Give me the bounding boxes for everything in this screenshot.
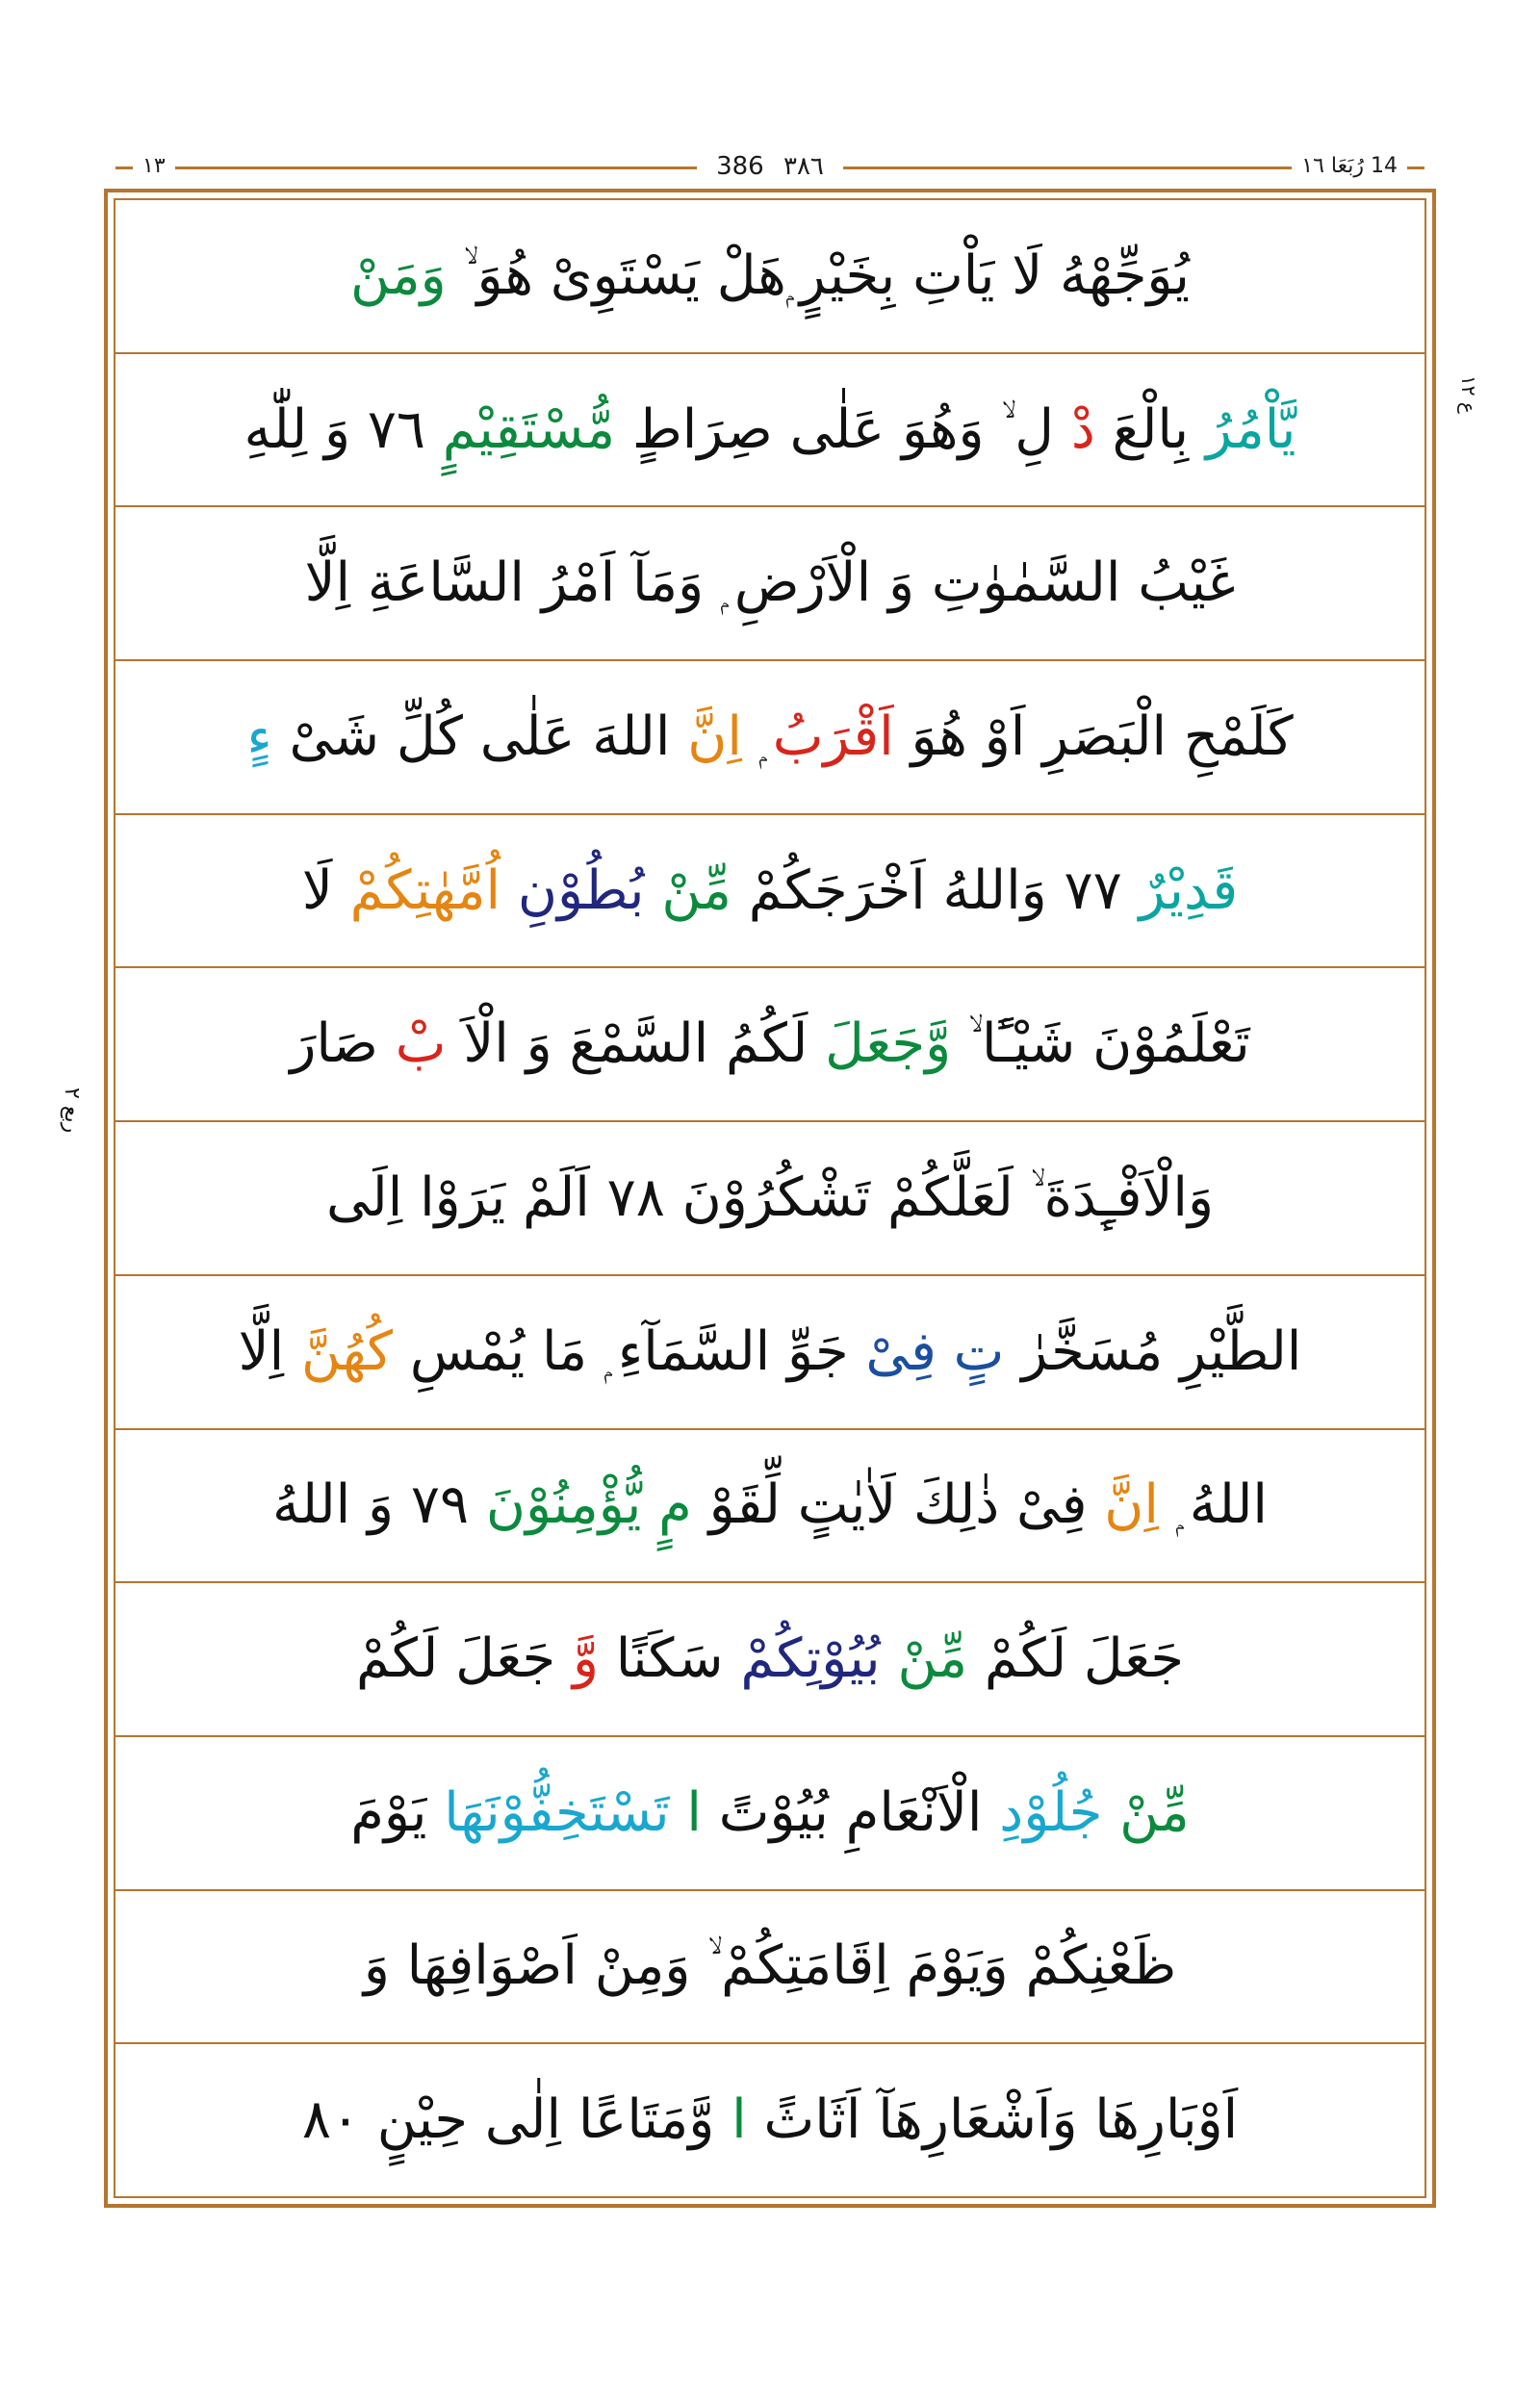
ayah-segment: كُهُنَّ [300, 1319, 394, 1383]
ayah-segment: اللهُ ۭ [1175, 1473, 1268, 1537]
ayah-segment: وَ اللهُ [272, 1473, 395, 1537]
ayah-segment: اِلَّا [238, 1319, 285, 1383]
ayah-segment: الْاَنْعَامِ بُيُوْتً [718, 1780, 983, 1844]
ayah-segment: بُيُوْتِكُمْ [740, 1627, 881, 1691]
ayah-segment: ا [686, 1780, 702, 1844]
ayah-line [116, 815, 1424, 969]
ayah-segment: سَكَنًا [615, 1627, 724, 1691]
ayah-segment: ءٍ [246, 704, 272, 768]
ayah-text [129, 551, 1411, 615]
ayah-segment: ظَعْنِكُمْ وَيَوْمَ اِقَامَتِكُمْ ۙ وَمِنْ اَصْوَافِهَا وَ [363, 1934, 1177, 1998]
ayah-segment: وَّ [572, 1627, 599, 1691]
ayah-segment: جَعَلَ لَكُمْ [984, 1627, 1184, 1691]
ayah-line [116, 1276, 1424, 1430]
ayah-segment: قَدِيْرٌ [1139, 858, 1239, 922]
ayah-segment: اِنَّ [1104, 1473, 1159, 1537]
ayah-text [129, 1627, 1411, 1691]
ayah-segment: لِ ۙ وَهُوَ عَلٰى صِرَاطٍ [631, 397, 1054, 461]
ayah-line [116, 968, 1424, 1122]
ayah-segment: اللهَ عَلٰى كُلِّ شَىْ [289, 704, 671, 768]
page-number-arabic: ٣٨٦ [783, 152, 824, 181]
page-number-latin: 386 [716, 152, 764, 181]
ayah-segment: بِالْعَ [1112, 397, 1190, 461]
ayah-segment: تٍ فِىْ [865, 1319, 1005, 1383]
ayah-segment: دْ [1070, 397, 1095, 461]
ayah-segment: ٧٦ [367, 397, 425, 461]
ayah-text [129, 1319, 1411, 1383]
ayah-segment: فِىْ ذٰلِكَ لَاٰيٰتٍ لِّقَوْ [708, 1473, 1088, 1537]
ayah-segment: وَاللهُ اَخْرَجَكُمْ [748, 858, 1047, 922]
ayah-segment: اِنَّ [687, 704, 742, 768]
ayah-segment: لَكُمُ السَّمْعَ وَ الْاَ [463, 1012, 808, 1076]
ayah-text [129, 1934, 1411, 1998]
ayah-line [116, 661, 1424, 815]
ayah-line [116, 2044, 1424, 2196]
ayah-line [116, 1737, 1424, 1891]
ayah-text [129, 1165, 1411, 1229]
ayah-text [129, 704, 1411, 768]
ayah-line [116, 507, 1424, 661]
ayah-segment: ا [732, 2088, 747, 2152]
ayah-text [129, 858, 1411, 922]
ayah-line [116, 200, 1424, 354]
ayah-segment: مِّنْ [1119, 1780, 1190, 1844]
ayah-segment: وَ لِلّٰهِ [244, 397, 351, 461]
ayah-segment: مٍ يُّؤْمِنُوْنَ [485, 1473, 692, 1537]
margin-mark-rub: ربع ٢ [60, 1088, 84, 1134]
ayah-segment: الطَّيْرِ مُسَخَّرٰ [1021, 1319, 1302, 1383]
ayah-segment: مِّنْ [661, 858, 732, 922]
ayah-segment: ٧٧ [1064, 858, 1122, 922]
ayah-segment: تَسْتَخِفُّوْنَهَا [444, 1780, 670, 1844]
ayah-text [129, 397, 1411, 461]
ayah-segment: ٧٩ [410, 1473, 470, 1537]
ayah-segment: جَوِّ السَّمَآءِ ۭ مَا يُمْسِ [409, 1319, 849, 1383]
margin-mark-ruku: ع ١٢ [1457, 375, 1480, 414]
ayah-segment: ٨٠ [301, 2088, 360, 2152]
ayah-line [116, 1430, 1424, 1584]
ayah-segment: يَوْمَ [350, 1780, 427, 1844]
ayah-text [129, 2088, 1411, 2152]
ayah-segment: وَّجَعَلَ [825, 1012, 952, 1076]
ayah-text [129, 1012, 1411, 1076]
ayah-segment: بْ [395, 1012, 447, 1076]
ayah-segment: لَا [301, 858, 333, 922]
ayah-segment: كَلَمْحِ الْبَصَرِ اَوْ هُوَ [911, 704, 1294, 768]
page-header [116, 144, 1424, 189]
ayah-segment: اَوْبَارِهَا وَاَشْعَارِهَآ اَثَاثً [763, 2088, 1239, 2152]
ayah-segment: تَعْلَمُوْنَ شَيْـًٔا ۙ [968, 1012, 1250, 1076]
header-para-mark: ١٣ [133, 144, 175, 189]
ayah-line [116, 1122, 1424, 1276]
ayah-text [129, 1780, 1411, 1844]
ayah-segment: وَالْاَفْـِٕدَةَ ۙ لَعَلَّكُمْ تَشْكُرُوْنَ ٧٨ اَلَمْ يَرَوْا اِلَى [325, 1165, 1215, 1229]
ayah-segment: اُمَّهٰتِكُمْ [349, 858, 501, 922]
ayah-line [116, 354, 1424, 508]
ayah-segment: وَمَنْ [350, 243, 447, 307]
ayah-segment: يُوَجِّهْهُ لَا يَاْتِ بِخَيْرٍ ۭهَلْ يَسْتَوِىْ هُوَ ۙ [463, 243, 1190, 307]
ayah-segment: بُطُوْنِ [517, 858, 645, 922]
ayah-segment: جَعَلَ لَكُمْ [356, 1627, 556, 1691]
ayah-text [129, 1473, 1411, 1537]
ayah-segment: مِّنْ [897, 1627, 968, 1691]
ayah-segment: اَقْرَبُ [772, 704, 894, 768]
ayah-lines-container [114, 198, 1426, 2198]
ayah-line [116, 1583, 1424, 1737]
ayah-text [129, 243, 1411, 307]
page-number [697, 144, 843, 189]
ayah-segment: مُّسْتَقِيْمٍ [442, 397, 616, 461]
ayah-line [116, 1891, 1424, 2045]
ayah-segment: غَيْبُ السَّمٰوٰتِ وَ الْاَرْضِ ۭ وَمَآ اَمْرُ السَّاعَةِ اِلَّا [304, 551, 1236, 615]
ayah-segment: يَّاْمُرُ [1205, 397, 1296, 461]
ayah-segment: جُلُوْدِ [999, 1780, 1103, 1844]
text-frame [104, 189, 1436, 2208]
header-juz-label: 14 رُبَعَا ١٦ [1292, 144, 1407, 189]
ayah-segment: وَّمَتَاعًا اِلٰى حِيْنٍ [376, 2088, 715, 2152]
ayah-segment: صَارَ [290, 1012, 378, 1076]
